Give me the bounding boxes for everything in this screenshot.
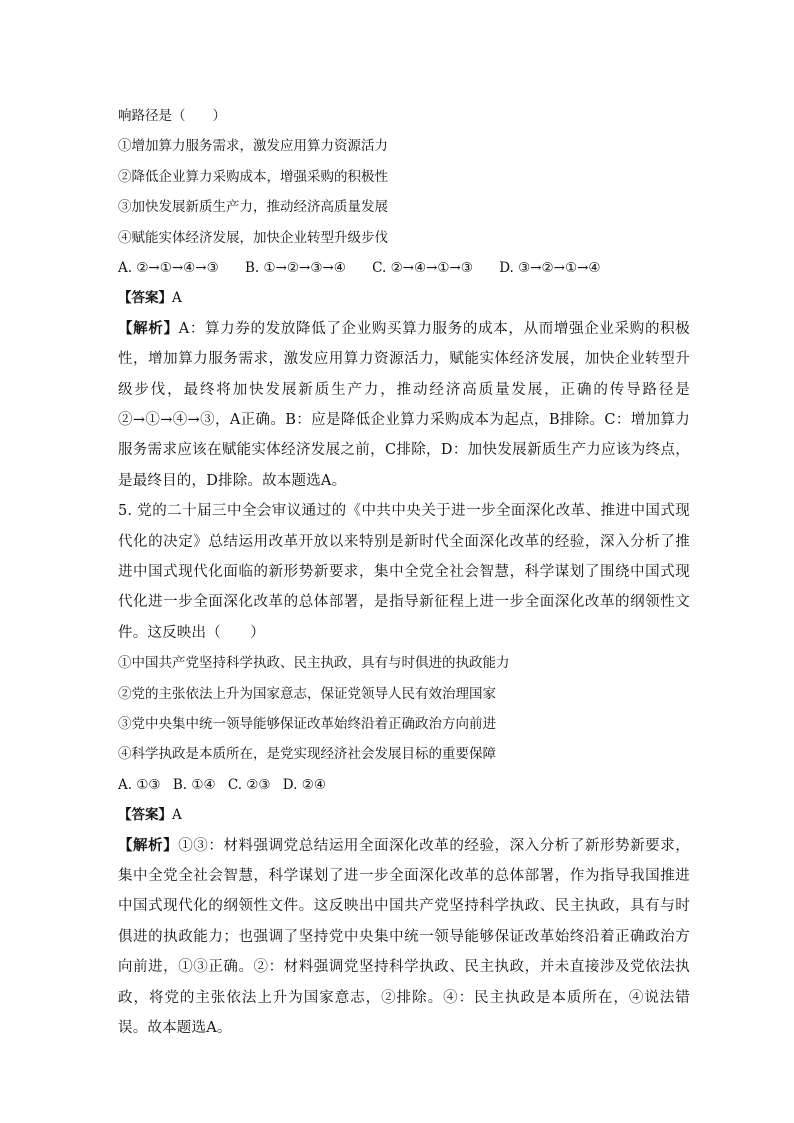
q4-statement-2: ②降低企业算力采购成本，增强采购的积极性 xyxy=(118,168,388,185)
q5-option-d: D. ②④ xyxy=(282,776,326,793)
q5-answer xyxy=(118,800,690,830)
q5-option-b: B. ①④ xyxy=(172,776,216,793)
q5-statement-3: ③党中央集中统一领导能够保证改革始终沿着正确政治方向前进 xyxy=(118,715,496,732)
q5-statement-4: ④科学执政是本质所在，是党实现经济社会发展目标的重要保障 xyxy=(118,746,496,763)
q5-statement-1: ①中国共产党坚持科学执政、民主执政，具有与时俱进的执政能力 xyxy=(118,655,510,672)
q5-analysis-text: ①③：材料强调党总结运用全面深化改革的经验，深入分析了新形势新要求，集中全党全社会智慧，科学谋划了进一步全面深化改革的总体部署，作为指导我国推进中国式现代化的纲领性文件。这反映出中国共产党坚持科学执政、民主执政，具有与时俱进的执政能力；也强调了坚持党中央集中统一领导能够保证改革始终沿着正确政治方向前进，①③正确。②：材料强调党坚持科学执政、民主执政，并未直接涉及党依法执政，将党的主张依法上升为国家意志，②排除。④：民主执政是本质所在，④说法错误。故本题选A。 xyxy=(118,837,690,1036)
q4-analysis-text: A：算力券的发放降低了企业购买算力服务的成本，从而增强企业采购的积极性，增加算力服务需求，激发应用算力资源活力，赋能实体经济发展，加快企业转型升级步伐，最终将加快发展新质生产力，推动经济高质量发展，正确的传导路径是②→①→④→③，A正确。B：应是降低企业算力采购成本为起点，B排除。C：增加算力服务需求应该在赋能实体经济发展之前，C排除，D：加快发展新质生产力应该为终点，是最终目的，D排除。故本题选A。 xyxy=(118,320,690,489)
q4-statement-4: ④赋能实体经济发展，加快企业转型升级步伐 xyxy=(118,229,388,246)
page-content xyxy=(118,101,690,1043)
q4-analysis-label: 【解析】 xyxy=(118,319,179,337)
q4-option-b: B. ①→②→③→④ xyxy=(244,259,346,276)
q5-analysis-label: 【解析】 xyxy=(118,836,179,854)
q4-options xyxy=(118,253,690,283)
q4-statement-3: ③加快发展新质生产力，推动经济高质量发展 xyxy=(118,199,388,216)
q5-option-a: A. ①③ xyxy=(118,776,161,793)
q4-option-c: C. ②→④→①→③ xyxy=(372,259,473,276)
q5-answer-value: A xyxy=(172,807,182,824)
q4-answer-label: 【答案】 xyxy=(118,290,172,307)
q4-stem-tail: 响路径是（ ） xyxy=(118,108,226,124)
q4-option-a: A. ②→①→④→③ xyxy=(118,259,219,276)
q5-statement-2: ②党的主张依法上升为国家意志，保证党领导人民有效治理国家 xyxy=(118,685,496,702)
q4-analysis xyxy=(118,314,690,496)
q5-option-c: C. ②③ xyxy=(227,776,271,793)
q5-stem: 5. 党的二十届三中全会审议通过的《中共中央关于进一步全面深化改革、推进中国式现代化的决定》总结运用改革开放以来特别是新时代全面深化改革的经验，深入分析了推进中国式现代化面临的新形势新要求，集中全党全社会智慧，科学谋划了围绕中国式现代化进一步全面深化改革的总体部署，是指导新征程上进一步全面深化改革的纲领性文件。这反映出（ ） xyxy=(118,503,690,641)
q5-analysis xyxy=(118,831,690,1044)
q4-statement-1: ①增加算力服务需求，激发应用算力资源活力 xyxy=(118,138,388,155)
q5-answer-label: 【答案】 xyxy=(118,807,172,824)
q4-answer xyxy=(118,283,690,313)
q4-answer-value: A xyxy=(172,290,182,307)
q4-option-d: D. ③→②→①→④ xyxy=(499,259,601,276)
q5-options xyxy=(118,770,690,800)
